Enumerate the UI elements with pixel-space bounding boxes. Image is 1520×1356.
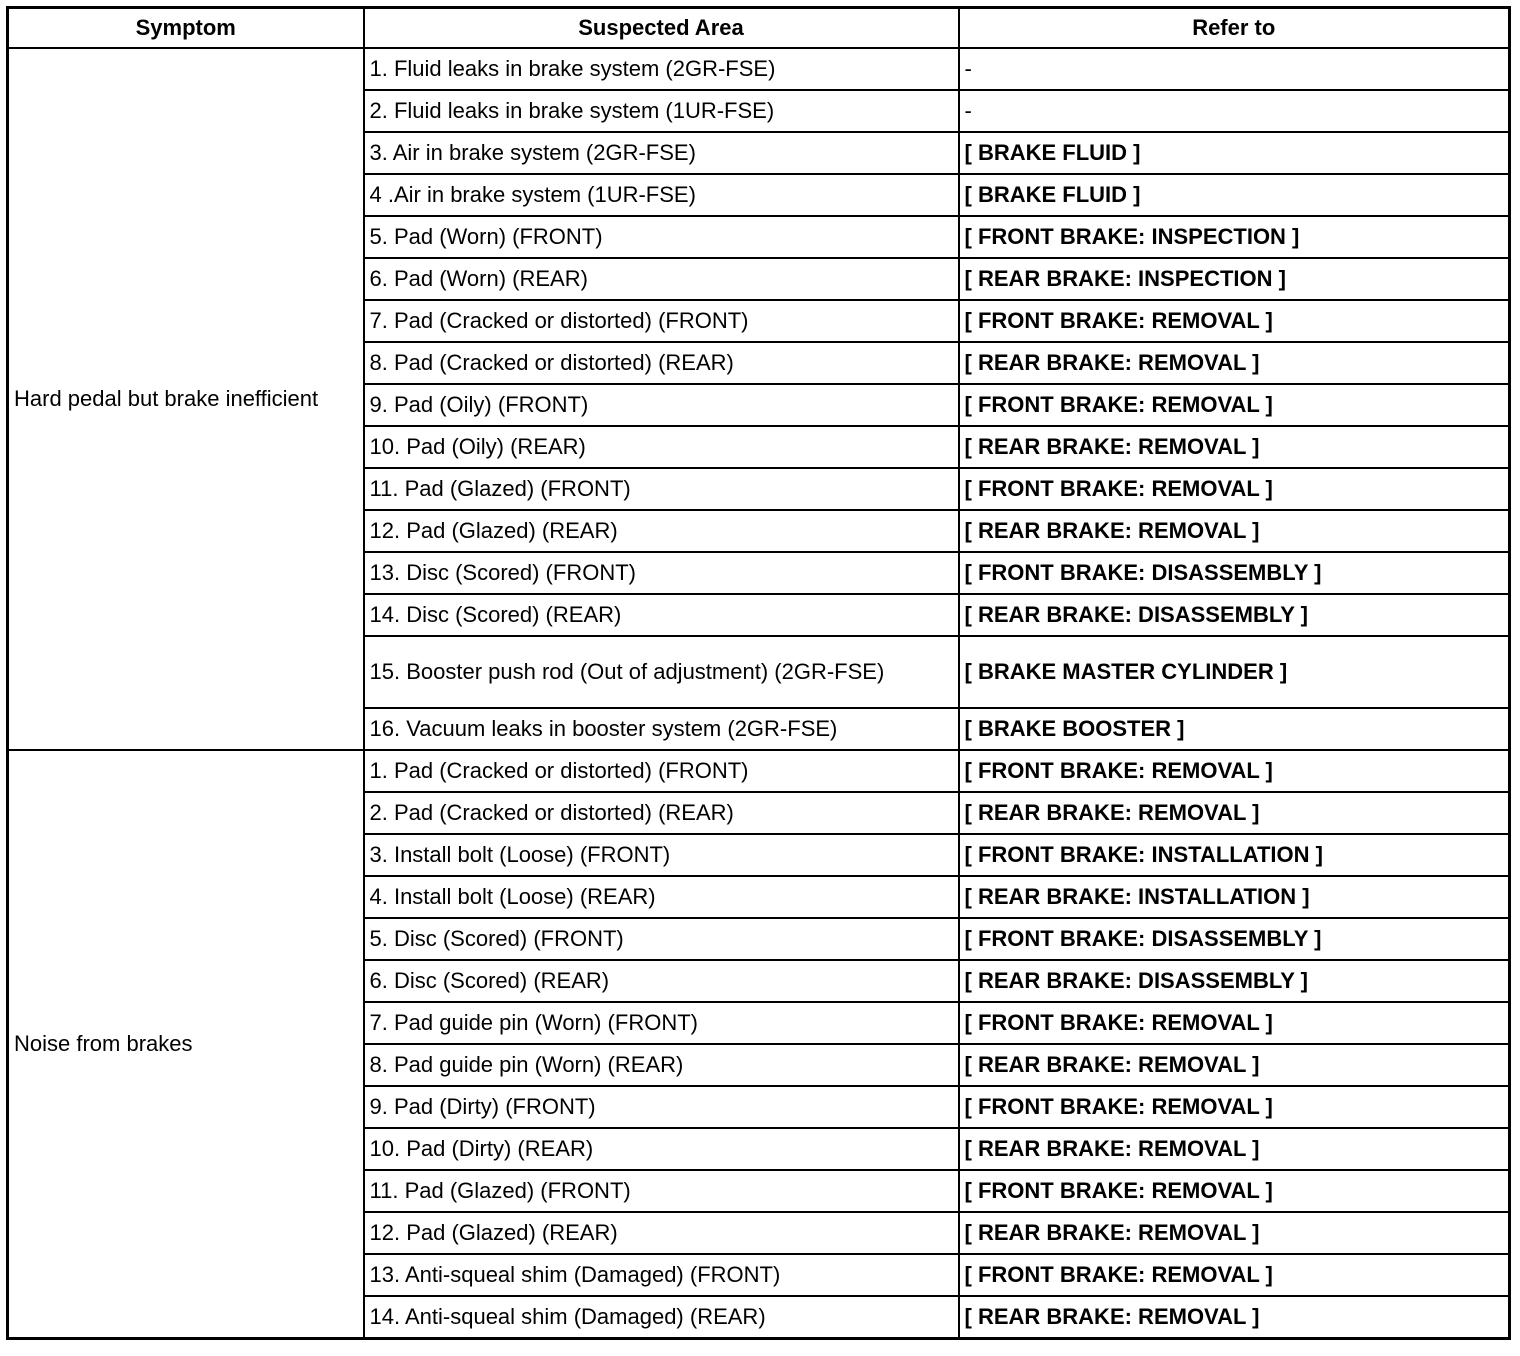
suspected-area-cell: 1. Pad (Cracked or distorted) (FRONT) [364, 750, 959, 792]
symptom-cell: Noise from brakes [8, 750, 364, 1339]
suspected-area-cell: 15. Booster push rod (Out of adjustment) (2GR-FSE) [364, 636, 959, 708]
refer-to-cell: [ FRONT BRAKE: DISASSEMBLY ] [959, 552, 1510, 594]
suspected-area-cell: 1. Fluid leaks in brake system (2GR-FSE) [364, 48, 959, 90]
suspected-area-cell: 13. Anti-squeal shim (Damaged) (FRONT) [364, 1254, 959, 1296]
suspected-area-cell: 14. Anti-squeal shim (Damaged) (REAR) [364, 1296, 959, 1339]
refer-to-cell: [ REAR BRAKE: REMOVAL ] [959, 1044, 1510, 1086]
suspected-area-cell: 5. Disc (Scored) (FRONT) [364, 918, 959, 960]
header-suspected-area: Suspected Area [364, 8, 959, 49]
header-refer-to: Refer to [959, 8, 1510, 49]
suspected-area-cell: 8. Pad guide pin (Worn) (REAR) [364, 1044, 959, 1086]
refer-to-cell: [ FRONT BRAKE: REMOVAL ] [959, 1254, 1510, 1296]
table-body [8, 48, 1510, 1339]
refer-to-cell: [ FRONT BRAKE: REMOVAL ] [959, 1086, 1510, 1128]
troubleshooting-table [6, 6, 1511, 1340]
suspected-area-cell: 4. Install bolt (Loose) (REAR) [364, 876, 959, 918]
refer-to-cell: [ FRONT BRAKE: REMOVAL ] [959, 750, 1510, 792]
refer-to-cell: [ FRONT BRAKE: REMOVAL ] [959, 1170, 1510, 1212]
refer-to-cell: [ BRAKE BOOSTER ] [959, 708, 1510, 750]
suspected-area-cell: 11. Pad (Glazed) (FRONT) [364, 468, 959, 510]
suspected-area-cell: 2. Pad (Cracked or distorted) (REAR) [364, 792, 959, 834]
refer-to-cell: [ FRONT BRAKE: REMOVAL ] [959, 1002, 1510, 1044]
suspected-area-cell: 9. Pad (Dirty) (FRONT) [364, 1086, 959, 1128]
refer-to-cell: [ FRONT BRAKE: INSTALLATION ] [959, 834, 1510, 876]
refer-to-cell: [ REAR BRAKE: REMOVAL ] [959, 1212, 1510, 1254]
header-symptom: Symptom [8, 8, 364, 49]
header-row [8, 8, 1510, 49]
refer-to-cell: [ REAR BRAKE: REMOVAL ] [959, 342, 1510, 384]
suspected-area-cell: 14. Disc (Scored) (REAR) [364, 594, 959, 636]
suspected-area-cell: 2. Fluid leaks in brake system (1UR-FSE) [364, 90, 959, 132]
suspected-area-cell: 6. Disc (Scored) (REAR) [364, 960, 959, 1002]
suspected-area-cell: 13. Disc (Scored) (FRONT) [364, 552, 959, 594]
suspected-area-cell: 7. Pad guide pin (Worn) (FRONT) [364, 1002, 959, 1044]
refer-to-cell: [ REAR BRAKE: INSTALLATION ] [959, 876, 1510, 918]
refer-to-cell: [ REAR BRAKE: REMOVAL ] [959, 1128, 1510, 1170]
suspected-area-cell: 4 .Air in brake system (1UR-FSE) [364, 174, 959, 216]
refer-to-cell: [ REAR BRAKE: DISASSEMBLY ] [959, 960, 1510, 1002]
refer-to-cell: [ BRAKE FLUID ] [959, 174, 1510, 216]
refer-to-cell: [ REAR BRAKE: REMOVAL ] [959, 1296, 1510, 1339]
refer-to-cell: - [959, 48, 1510, 90]
suspected-area-cell: 10. Pad (Oily) (REAR) [364, 426, 959, 468]
suspected-area-cell: 9. Pad (Oily) (FRONT) [364, 384, 959, 426]
refer-to-cell: - [959, 90, 1510, 132]
suspected-area-cell: 5. Pad (Worn) (FRONT) [364, 216, 959, 258]
suspected-area-cell: 3. Install bolt (Loose) (FRONT) [364, 834, 959, 876]
refer-to-cell: [ REAR BRAKE: REMOVAL ] [959, 510, 1510, 552]
suspected-area-cell: 7. Pad (Cracked or distorted) (FRONT) [364, 300, 959, 342]
suspected-area-cell: 8. Pad (Cracked or distorted) (REAR) [364, 342, 959, 384]
suspected-area-cell: 16. Vacuum leaks in booster system (2GR-FSE) [364, 708, 959, 750]
symptom-cell: Hard pedal but brake inefficient [8, 48, 364, 750]
suspected-area-cell: 10. Pad (Dirty) (REAR) [364, 1128, 959, 1170]
refer-to-cell: [ FRONT BRAKE: REMOVAL ] [959, 384, 1510, 426]
table-row [8, 48, 1510, 90]
refer-to-cell: [ BRAKE MASTER CYLINDER ] [959, 636, 1510, 708]
suspected-area-cell: 12. Pad (Glazed) (REAR) [364, 1212, 959, 1254]
suspected-area-cell: 6. Pad (Worn) (REAR) [364, 258, 959, 300]
refer-to-cell: [ FRONT BRAKE: REMOVAL ] [959, 300, 1510, 342]
refer-to-cell: [ REAR BRAKE: INSPECTION ] [959, 258, 1510, 300]
refer-to-cell: [ FRONT BRAKE: INSPECTION ] [959, 216, 1510, 258]
refer-to-cell: [ FRONT BRAKE: DISASSEMBLY ] [959, 918, 1510, 960]
suspected-area-cell: 3. Air in brake system (2GR-FSE) [364, 132, 959, 174]
suspected-area-cell: 12. Pad (Glazed) (REAR) [364, 510, 959, 552]
refer-to-cell: [ REAR BRAKE: DISASSEMBLY ] [959, 594, 1510, 636]
refer-to-cell: [ REAR BRAKE: REMOVAL ] [959, 792, 1510, 834]
table-row [8, 750, 1510, 792]
refer-to-cell: [ FRONT BRAKE: REMOVAL ] [959, 468, 1510, 510]
refer-to-cell: [ REAR BRAKE: REMOVAL ] [959, 426, 1510, 468]
refer-to-cell: [ BRAKE FLUID ] [959, 132, 1510, 174]
suspected-area-cell: 11. Pad (Glazed) (FRONT) [364, 1170, 959, 1212]
